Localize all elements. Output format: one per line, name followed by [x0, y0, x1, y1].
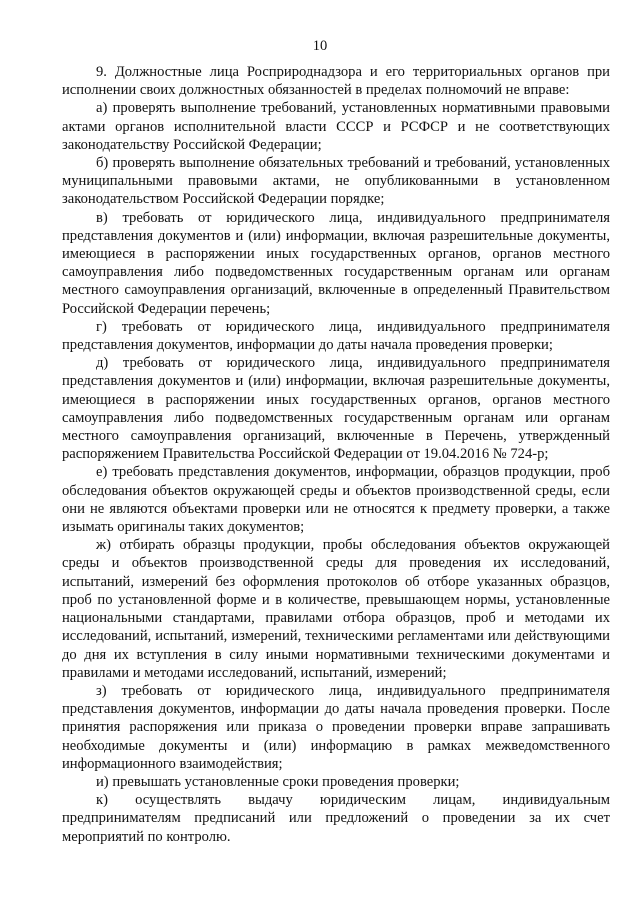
- list-item-zh: ж) отбирать образцы продукции, пробы обследования объектов окружающей среды и объектов производственной среды для проведения их исследований, испытаний, измерений без оформления протоколов об отборе указанных образцов, проб по установленной форме и в количестве, превышающем нормы, установленные национальными стандартами, правилами отбора образцов, проб и методами их исследований, испытаний, измерений, техническими регламентами или действующими до дня их вступления в силу иными нормативными техническими документами и правилами и методами исследований, испытаний, измерений;: [62, 537, 610, 681]
- list-item-g: г) требовать от юридического лица, индивидуального предпринимателя представления документов, информации до даты начала проведения проверки;: [62, 318, 610, 354]
- list-item-b: б) проверять выполнение обязательных требований и требований, установленных муниципальными правовыми актами, не опубликованными в установленном законодательством Российской Федерации порядке;: [62, 155, 610, 208]
- list-item-a: а) проверять выполнение требований, установленных нормативными правовыми актами органов исполнительной власти СССР и РСФСР и не соответствующих законодательству Российской Федерации;: [62, 100, 610, 153]
- document-body: [62, 63, 610, 846]
- page-number: 10: [312, 38, 328, 54]
- paragraph-intro: 9. Должностные лица Росприроднадзора и его территориальных органов при исполнении своих должностных обязанностей в пределах полномочий не вправе:: [62, 64, 610, 99]
- list-item-i: и) превышать установленные сроки проведения проверки;: [96, 773, 460, 790]
- list-item-k: к) осуществлять выдачу юридическим лицам, индивидуальным предпринимателям предписаний или предложений о проведении за их счет мероприятий по контролю.: [62, 792, 610, 845]
- list-item-v: в) требовать от юридического лица, индивидуального предпринимателя представления документов и (или) информации, включая разрешительные документы, имеющиеся в распоряжении иных государственных органов, органов местного самоуправления либо подведомственных государственным органам или органам местного самоуправления организаций, включенные в определенный Правительством Российской Федерации перечень;: [62, 209, 610, 317]
- list-item-z: з) требовать от юридического лица, индивидуального предпринимателя представления документов, информации до даты начала проведения проверки. После принятия распоряжения или приказа о проведении проверки вправе запрашивать необходимые документы и (или) информацию в рамках межведомственного информационного взаимодействия;: [62, 682, 610, 772]
- list-item-d: д) требовать от юридического лица, индивидуального предпринимателя представления документов и (или) информации, включая разрешительные документы, имеющиеся в распоряжении иных государственных органов, органов местного самоуправления либо подведомственных государственным органам или органам местного самоуправления организаций, включенные в Перечень, утвержденный распоряжением Правительства Российской Федерации от 19.04.2016 № 724-р;: [62, 355, 610, 463]
- list-item-e: е) требовать представления документов, информации, образцов продукции, проб обследования объектов окружающей среды и объектов производственной среды, если они не являются объектами проверки или не относятся к предмету проверки, а также изымать оригиналы таких документов;: [62, 464, 610, 536]
